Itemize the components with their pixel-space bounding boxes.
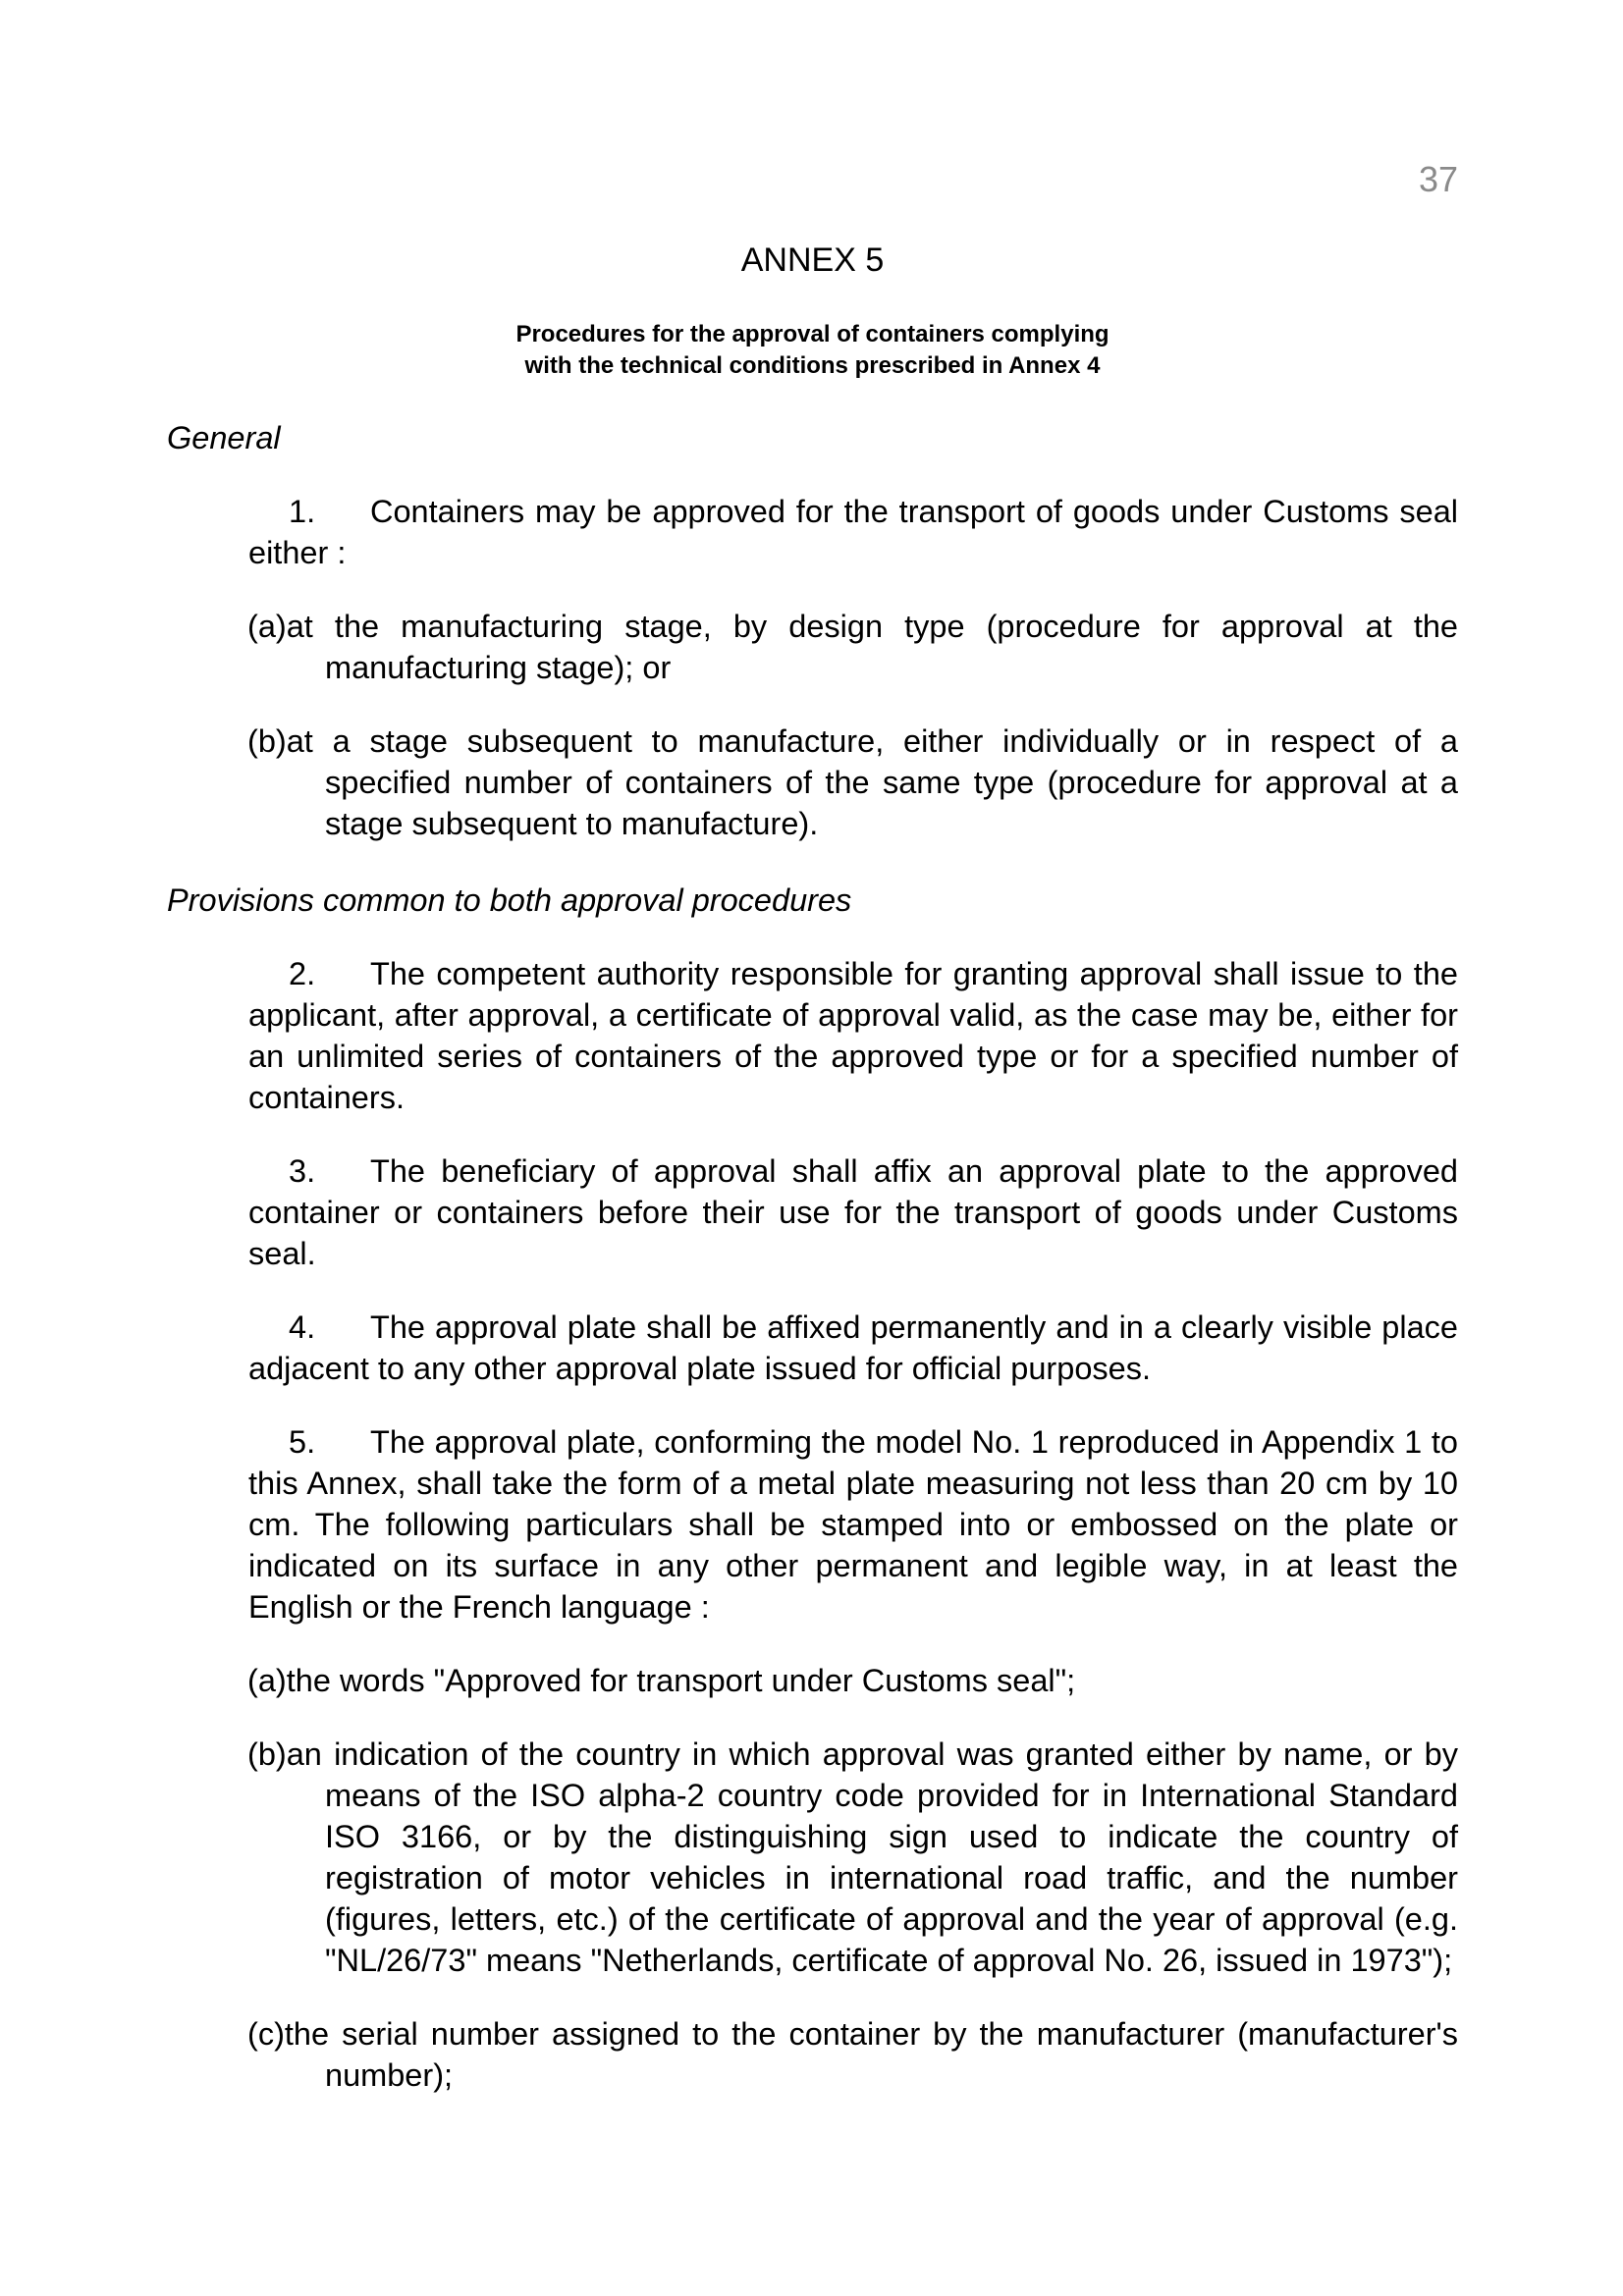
list-item-5a-label: (a) bbox=[247, 1663, 287, 1698]
paragraph-1-text: Containers may be approved for the transport of goods under Customs seal either : bbox=[248, 494, 1458, 570]
page-number: 37 bbox=[1418, 159, 1458, 199]
list-item-5c-text: the serial number assigned to the container by the manufacturer (manufacturer's number); bbox=[284, 2016, 1458, 2093]
list-item-1a-text: at the manufacturing stage, by design type (procedure for approval at the manufacturing stage); or bbox=[286, 609, 1458, 685]
paragraph-1-number: 1. bbox=[289, 494, 316, 529]
list-item-5b-text: an indication of the country in which approval was granted either by name, or by means of the ISO alpha-2 country code provided for in International Standard ISO 3166, or by the distinguishing sign used to indicate the country of registration of motor vehicles in international road traffic, and the number (figures, letters, etc.) of the certificate of approval and the year of approval (e.g. "NL/26/73" means "Netherlands, certificate of approval No. 26, issued in 1973"); bbox=[286, 1736, 1458, 1978]
paragraph-3-number: 3. bbox=[289, 1153, 316, 1189]
paragraph-2-number: 2. bbox=[289, 956, 316, 991]
subtitle-line-1: Procedures for the approval of containers complying bbox=[515, 321, 1109, 347]
heading-general: General bbox=[167, 420, 281, 455]
list-item-5b-label: (b) bbox=[247, 1736, 287, 1772]
list-item-1b bbox=[247, 721, 1458, 844]
list-item-5c-label: (c) bbox=[247, 2016, 285, 2052]
list-item-1a bbox=[247, 606, 1458, 688]
paragraph-2 bbox=[167, 953, 1458, 1118]
list-item-5b bbox=[247, 1734, 1458, 1981]
paragraph-5-number: 5. bbox=[289, 1424, 316, 1460]
heading-provisions: Provisions common to both approval procedures bbox=[167, 882, 852, 918]
paragraph-5 bbox=[167, 1421, 1458, 1628]
paragraph-3-text: The beneficiary of approval shall affix an approval plate to the approved container or containers before their use for the transport of goods under Customs seal. bbox=[248, 1153, 1458, 1271]
paragraph-3 bbox=[167, 1150, 1458, 1274]
paragraph-1 bbox=[167, 491, 1458, 573]
paragraph-4-text: The approval plate shall be affixed permanently and in a clearly visible place adjacent to any other approval plate issued for official purposes. bbox=[248, 1309, 1458, 1386]
paragraph-4 bbox=[167, 1307, 1458, 1389]
annex-title: ANNEX 5 bbox=[740, 241, 885, 279]
paragraph-2-text: The competent authority responsible for granting approval shall issue to the applicant, after approval, a certificate of approval valid, as the case may be, either for an unlimited series of containers of the approved type or for a specified number of containers. bbox=[248, 956, 1458, 1115]
list-item-5a-text: the words "Approved for transport under Customs seal"; bbox=[286, 1663, 1076, 1698]
list-item-5c bbox=[247, 2013, 1458, 2096]
list-item-1b-text: at a stage subsequent to manufacture, either individually or in respect of a specified number of containers of the same type (procedure for approval at a stage subsequent to manufacture). bbox=[286, 723, 1458, 841]
paragraph-4-number: 4. bbox=[289, 1309, 316, 1345]
list-item-1b-label: (b) bbox=[247, 723, 287, 759]
subtitle-line-2: with the technical conditions prescribed in Annex 4 bbox=[524, 352, 1101, 379]
paragraph-5-text: The approval plate, conforming the model No. 1 reproduced in Appendix 1 to this Annex, shall take the form of a metal plate measuring not less than 20 cm by 10 cm. The following particulars shall be stamped into or embossed on the plate or indicated on its surface in any other permanent and legible way, in at least the English or the French language : bbox=[248, 1424, 1458, 1625]
list-item-5a bbox=[247, 1660, 1458, 1701]
list-item-1a-label: (a) bbox=[247, 609, 287, 644]
document-subtitle bbox=[167, 319, 1458, 382]
